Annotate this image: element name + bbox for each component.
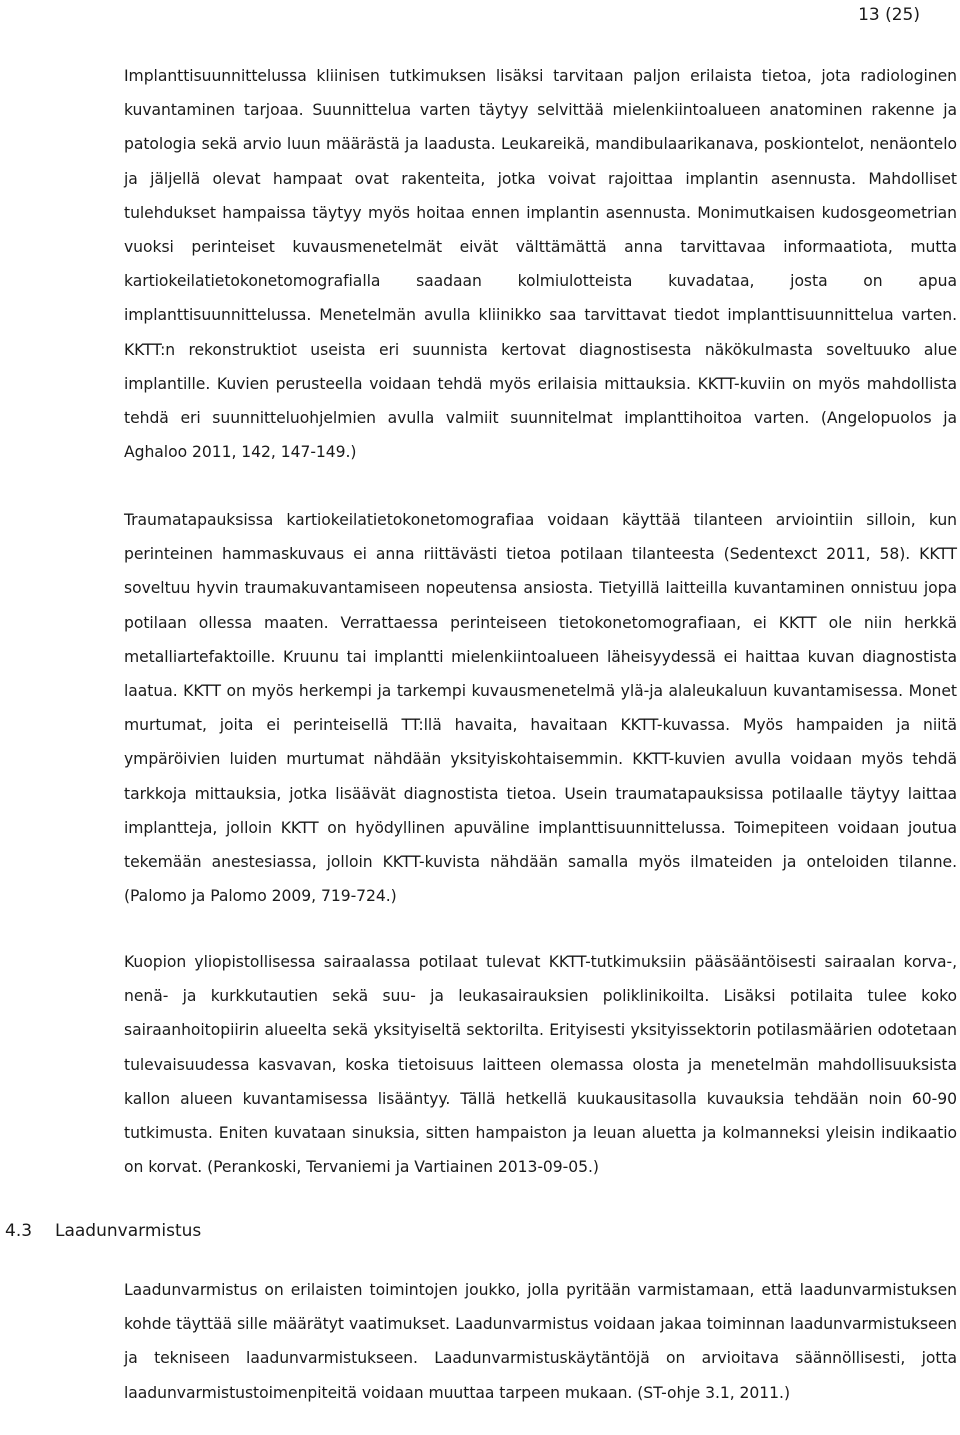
section-title: Laadunvarmistus xyxy=(55,1221,202,1241)
section-number: 4.3 xyxy=(5,1221,33,1241)
paragraph-kuopio-hospital: Kuopion yliopistollisessa sairaalassa potilaat tulevat KKTT-tutkimuksiin pääsääntöisesti sairaalan korva-, nenä- ja kurkkutautien sekä suu- ja leukasairauksien poliklinikoilta. Lisäksi potilaita tulee koko sairaanhoitopiirin alueelta sekä yksityiseltä sektorilta. Erityisesti yksityissektorin potilasmäärien odotetaan tulevaisuudessa kasvavan, koska tietoisuus laitteen olemassa olosta ja menetelmän mahdollisuuksista kallon alueen kuvantamisessa lisääntyy. Tällä hetkellä kuukausitasolla kuvauksia tehdään noin 60-90 tutkimusta. Eniten kuvataan sinuksia, sitten hampaiston ja leuan aluetta ja kolmanneksi yleisin indikaatio on korvat. (Perankoski, Tervaniemi ja Vartiainen 2013-09-05.) xyxy=(124,953,957,1177)
page-number: 13 (25) xyxy=(858,5,920,25)
paragraph-quality-assurance: Laadunvarmistus on erilaisten toimintojen joukko, jolla pyritään varmistamaan, että laadunvarmistuksen kohde täyttää sille määrätyt vaatimukset. Laadunvarmistus voidaan jakaa toiminnan laadunvarmistukseen ja tekniseen laadunvarmistukseen. Laadunvarmistuskäytäntöjä on arvioitava säännöllisesti, jotta laadunvarmistustoimenpiteitä voidaan muuttaa tarpeen mukaan. (ST-ohje 3.1, 2011.) xyxy=(124,1281,957,1402)
section-heading xyxy=(5,1219,201,1243)
paragraph-trauma-cases: Traumatapauksissa kartiokeilatietokonetomografiaa voidaan käyttää tilanteen arviointiin silloin, kun perinteinen hammaskuvaus ei anna riittävästi tietoa potilaan tilanteesta (Sedentexct 2011, 58). KKTT soveltuu hyvin traumakuvantamiseen nopeutensa ansiosta. Tietyillä laitteilla kuvantaminen onnistuu jopa potilaan ollessa maaten. Verrattaessa perinteiseen tietokonetomografiaan, ei KKTT ole niin herkkä metalliartefaktoille. Kruunu tai implantti mielenkiintoalueen läheisyydessä ei haittaa kuvan diagnostista laatua. KKTT on myös herkempi ja tarkempi kuvausmenetelmä ylä-ja alaleukaluun kuvantamisessa. Monet murtumat, joita ei perinteisellä TT:llä havaita, havaitaan KKTT-kuvassa. Myös hampaiden ja niitä ympäröivien luiden murtumat nähdään yksityiskohtaisemmin. KKTT-kuvien avulla voidaan myös tehdä tarkkoja mittauksia, jotka lisäävät diagnostista tietoa. Usein traumatapauksissa potilaalle täytyy laittaa implantteja, jolloin KKTT on hyödyllinen apuväline implanttisuunnittelussa. Toimepiteen voidaan joutua tekemään anestesiassa, jolloin KKTT-kuvista nähdään samalla myös ilmateiden ja onteloiden tilanne. (Palomo ja Palomo 2009, 719-724.) xyxy=(124,511,957,906)
paragraph-implant-planning: Implanttisuunnittelussa kliinisen tutkimuksen lisäksi tarvitaan paljon erilaista tietoa, jota radiologinen kuvantaminen tarjoaa. Suunnittelua varten täytyy selvittää mielenkiintoalueen anatominen rakenne ja patologia sekä arvio luun määrästä ja laadusta. Leukareikä, mandibulaarikanava, poskiontelot, nenäontelo ja jäljellä olevat hampaat ovat rakenteita, jotka voivat rajoittaa implantin asennusta. Mahdolliset tulehdukset hampaissa täytyy myös hoitaa ennen implantin asennusta. Monimutkaisen kudosgeometrian vuoksi perinteiset kuvausmenetelmät eivät välttämättä anna tarvittavaa informaatiota, mutta kartiokeilatietokonetomografialla saadaan kolmiulotteista kuvadataa, josta on apua implanttisuunnittelussa. Menetelmän avulla kliinikko saa tarvittavat tiedot implanttisuunnittelua varten. KKTT:n rekonstruktiot useista eri suunnista kertovat diagnostisesta näkökulmasta soveltuuko alue implantille. Kuvien perusteella voidaan tehdä myös erilaisia mittauksia. KKTT-kuviin on myös mahdollista tehdä eri suunnitteluohjelmien avulla valmiit suunnitelmat implanttihoitoa varten. (Angelopuolos ja Aghaloo 2011, 142, 147-149.) xyxy=(124,67,957,462)
